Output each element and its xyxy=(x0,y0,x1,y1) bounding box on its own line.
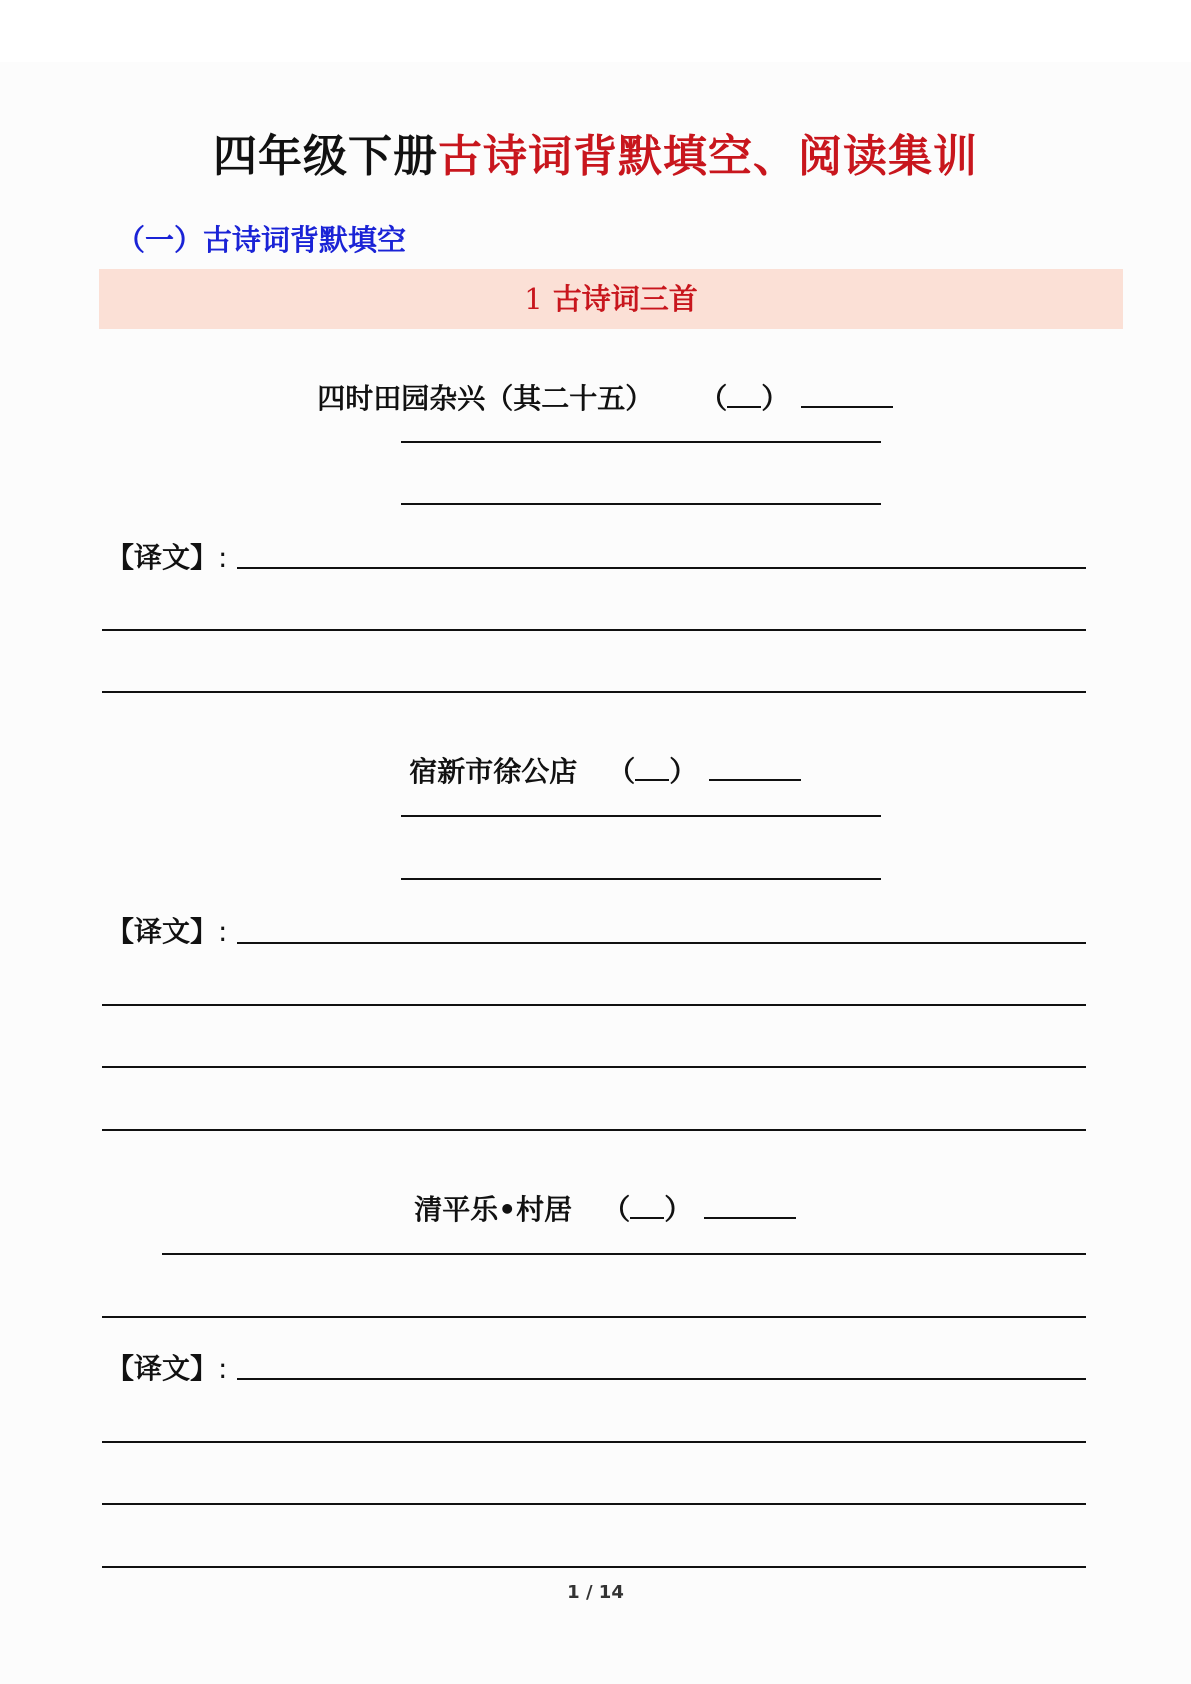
poem-title: 清平乐•村居 xyxy=(414,1193,573,1226)
author-blank[interactable] xyxy=(801,406,893,408)
page-indicator: 1 / 14 xyxy=(567,1582,624,1603)
translation-blank[interactable] xyxy=(102,1004,1086,1006)
poem-line-blank[interactable] xyxy=(401,878,881,880)
section-heading: （一）古诗词背默填空 xyxy=(116,223,407,257)
dynasty-blank[interactable] xyxy=(630,1217,664,1219)
translation-blank[interactable] xyxy=(102,1566,1086,1568)
poem-line-blank[interactable] xyxy=(401,815,881,817)
poem-line-blank[interactable] xyxy=(401,441,881,443)
lesson-title: 古诗词三首 xyxy=(552,282,698,316)
translation-label: 【译文】: xyxy=(106,915,228,948)
poem-title: 宿新市徐公店 xyxy=(409,755,578,788)
title-grade: 四年级下册 xyxy=(213,131,438,182)
translation-blank[interactable] xyxy=(237,942,1086,944)
poem-title: 四时田园杂兴（其二十五） xyxy=(317,382,654,415)
translation-blank[interactable] xyxy=(102,691,1086,693)
author-blank[interactable] xyxy=(704,1217,796,1219)
translation-blank[interactable] xyxy=(102,1066,1086,1068)
poem-heading-1: 四时田园杂兴（其二十五） （ ） xyxy=(0,344,1191,417)
translation-label: 【译文】: xyxy=(106,1352,228,1385)
dynasty-blank[interactable] xyxy=(727,406,761,408)
lesson-number: 1 xyxy=(524,282,543,316)
page-title xyxy=(0,120,1191,184)
translation-blank[interactable] xyxy=(237,567,1086,569)
translation-blank[interactable] xyxy=(102,1503,1086,1505)
translation-blank[interactable] xyxy=(237,1378,1086,1380)
author-blank[interactable] xyxy=(709,779,801,781)
lesson-banner xyxy=(99,269,1123,329)
dynasty-blank[interactable] xyxy=(635,779,669,781)
poem-heading-3: 清平乐•村居 （ ） xyxy=(0,1155,1191,1228)
poem-heading-2: 宿新市徐公店 （ ） xyxy=(0,717,1191,790)
poem-line-blank[interactable] xyxy=(401,503,881,505)
translation-blank[interactable] xyxy=(102,629,1086,631)
translation-blank[interactable] xyxy=(102,1129,1086,1131)
translation-blank[interactable] xyxy=(102,1441,1086,1443)
title-topic: 古诗词背默填空、阅读集训 xyxy=(438,131,978,182)
poem-line-blank[interactable] xyxy=(162,1253,1086,1255)
translation-label: 【译文】: xyxy=(106,541,228,574)
poem-line-blank[interactable] xyxy=(102,1316,1086,1318)
